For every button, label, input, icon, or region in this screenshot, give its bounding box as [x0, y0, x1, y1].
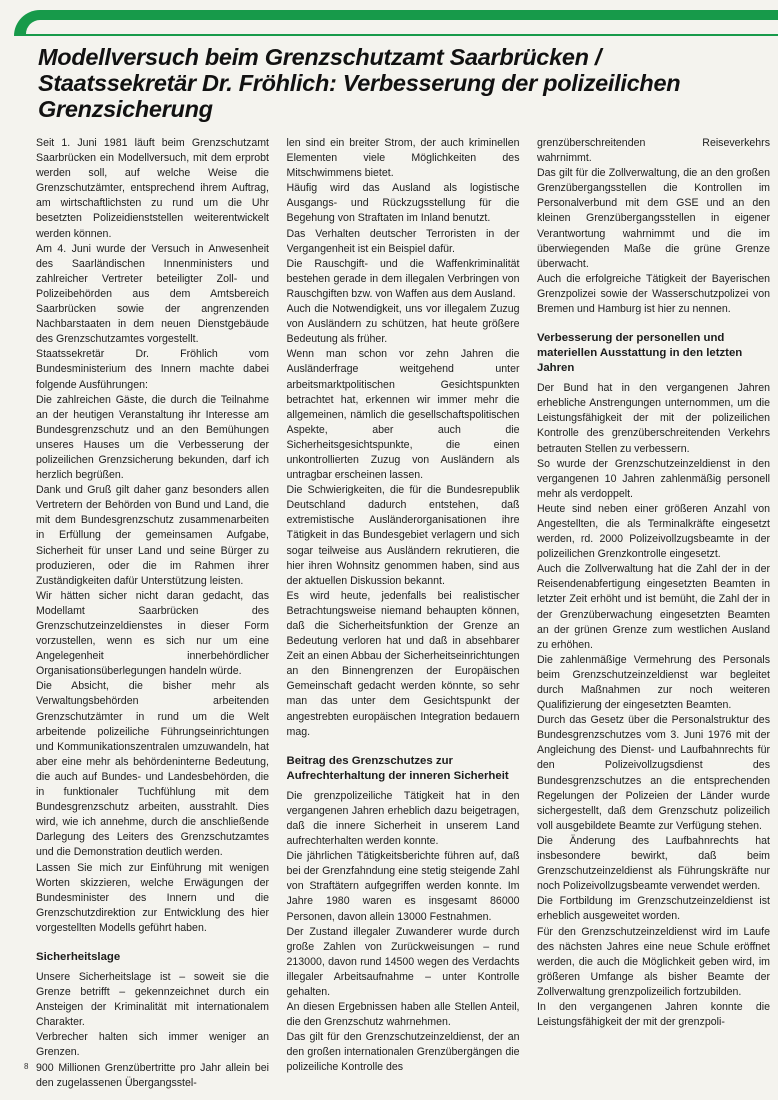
paragraph: Am 4. Juni wurde der Versuch in Anwesenheit des Saarländischen Innenministers und zahlreicher Vertreter beteiligter Zoll- und Polizeibehörden aus dem Amtsbereich Saarbrücken sowie der angrenzenden Nachbarstaaten in dem neuen Dienstgebäude des Grenzschutzamtes vorgestellt.: [36, 242, 269, 346]
paragraph: Dank und Gruß gilt daher ganz besonders allen Vertretern der Behörden von Bund und Land, die mit dem Bundesgrenzschutz zusammenarbeiten in Erfüllung der gemeinsamen Aufgabe, Sicherheit für unser Land und seine Bürger zu produzieren, oder die im Rahmen ihrer Zuständigkeiten dafür Unterstützung leisten.: [36, 484, 269, 587]
header-bar-cutout: [26, 20, 778, 34]
paragraph: Die Schwierigkeiten, die für die Bundesrepublik Deutschland dadurch entstehen, daß extremistische Ausländerorganisationen ihre Tätigkeit in das Bundesgebiet verlagern und sich sogar teilweise aus Ausländern rekrutieren, die hier ihren Wohnsitz genommen haben, sind aus der aktuellen Diskussion bekannt.: [286, 484, 520, 587]
paragraph: Lassen Sie mich zur Einführung mit wenigen Worten skizzieren, welche Erwägungen der Bundesminister des Innern und die Grenzschutzdirektion zur Entwicklung des hier vorgestellten Modells geführt haben.: [36, 861, 269, 934]
paragraph: An diesen Ergebnissen haben alle Stellen Anteil, die den Grenzschutz wahrnehmen.: [286, 1001, 520, 1029]
paragraph: Durch das Gesetz über die Personalstruktur des Bundesgrenzschutzes vom 3. Juni 1976 mit der Angleichung des Dienst- und Laufbahnrechts für den Polizeivollzugsdienst des Bundesgrenzschutzes an die entsprechenden Regelungen der Polizeien der Länder wurde sichergestellt, daß dem Grenzschutz polizeilich voll ausgebildete Beamte zur Verfügung stehen.: [537, 714, 770, 832]
paragraph: So wurde der Grenzschutzeinzeldienst in den vergangenen 10 Jahren zahlenmäßig personell mehr als verdoppelt.: [537, 457, 770, 500]
paragraph: Wir hätten sicher nicht daran gedacht, das Modellamt Saarbrücken des Grenzschutzeinzeldienstes in dieser Form vorzustellen, wenn es sich nur um eine Angelegenheit innerbehördlicher Organisationsüberlegungen handeln würde.: [36, 589, 269, 678]
section-heading: Verbesserung der personellen und materiellen Ausstattung in den letzten Jahren: [537, 332, 743, 375]
paragraph: Das gilt für die Zollverwaltung, die an den großen Grenzübergangsstellen die Kontrollen im Personalverbund mit dem GSE und an den kleinen Grenzübergangsstellen in eigener Verantwortung wahrnimmt und die im überwiegenden Maße die grüne Grenze überwacht.: [537, 167, 770, 270]
section-heading: Beitrag des Grenzschutzes zur Aufrechterhaltung der inneren Sicherheit: [286, 754, 509, 782]
paragraph: Auch die Notwendigkeit, uns vor illegalem Zuzug von Ausländern zu schützen, hat heute größere Bedeutung als früher.: [286, 303, 520, 346]
paragraph: Staatssekretär Dr. Fröhlich vom Bundesministerium des Innern machte dabei folgende Ausführungen:: [36, 348, 269, 391]
paragraph: Es wird heute, jedenfalls bei realistischer Betrachtungsweise niemand behaupten können, daß die Sicherheitsfunktion der Grenze an Bedeutung verloren hat und daß in absehbarer Zeit an einen Abbau der Sicherheitseinrichtungen an den Binnengrenzen der Europäischen Gemeinschaft gedacht werden könnte, so sehr man das unter dem Gesichtspunkt der angestrebten europäischen Integration bedauern mag.: [286, 589, 520, 738]
article-title: Modellversuch beim Grenzschutzamt Saarbrücken / Staatssekretär Dr. Fröhlich: Verbesserung der polizeilichen Grenzsicherung: [38, 44, 681, 122]
paragraph: Häufig wird das Ausland als logistische Ausgangs- und Rückzugsstellung für die Begehung von Straftaten im Inland benutzt.: [286, 182, 520, 225]
paragraph: Für den Grenzschutzeinzeldienst wird im Laufe des nächsten Jahres eine neue Schule eröffnet werden, die auch die Möglichkeit geben wird, im größeren Umfange als bisher Beamte der Zollverwaltung grenzpolizeilich fortzubilden.: [537, 925, 770, 998]
article-body: [36, 136, 770, 1090]
paragraph: grenzüberschreitenden Reiseverkehrs wahrnimmt.: [537, 137, 770, 165]
paragraph: Die jährlichen Tätigkeitsberichte führen auf, daß bei der Grenzfahndung eine stetig steigende Zahl von Straftätern aufgegriffen werden konnte. Im Jahre 1980 waren es insgesamt 86000 Personen, davon allein 13000 Festnahmen.: [286, 850, 520, 923]
text-column-3: [537, 136, 770, 1090]
paragraph: Die Fortbildung im Grenzschutzeinzeldienst ist erheblich ausgeweitet worden.: [537, 895, 770, 923]
text-column-1: [36, 136, 269, 1090]
page-number: 8: [24, 1062, 29, 1071]
section-heading: Sicherheitslage: [36, 950, 121, 963]
paragraph: Der Bund hat in den vergangenen Jahren erhebliche Anstrengungen unternommen, um die Leistungsfähigkeit der mit der polizeilichen Kontrolle des grenzüberschreitenden Verkehrs betrauten Stellen zu verbessern.: [537, 382, 770, 455]
paragraph: Die Rauschgift- und die Waffenkriminalität bestehen gerade in dem illegalen Verbringen von Rauschgiften bzw. von Waffen aus dem Ausland.: [286, 257, 520, 300]
text-column-2: [287, 136, 520, 1090]
paragraph: 900 Millionen Grenzübertritte pro Jahr allein bei den zugelassenen Übergangsstel-: [36, 1061, 269, 1089]
paragraph: Unsere Sicherheitslage ist – soweit sie die Grenze betrifft – gekennzeichnet durch ein Ansteigen der Kriminalität mit internationalem Charakter.: [36, 970, 269, 1029]
paragraph: len sind ein breiter Strom, der auch kriminellen Elementen viele Möglichkeiten des Mitschwimmens bietet.: [286, 137, 520, 180]
paragraph: Auch die Zollverwaltung hat die Zahl der in der Reisendenabfertigung eingesetzten Beamten in letzter Zeit erhöht und ist bemüht, die Zahl der in der Grenzüberwachung eingesetzten Beamten an der grünen Grenze zum westlichen Ausland zu erhöhen.: [537, 563, 770, 651]
paragraph: Die grenzpolizeiliche Tätigkeit hat in den vergangenen Jahren erheblich dazu beigetragen, daß die innere Sicherheit in unserem Land aufrechterhalten werden konnte.: [286, 789, 520, 848]
paragraph: Verbrecher halten sich immer weniger an Grenzen.: [36, 1031, 269, 1059]
paragraph: In den vergangenen Jahren konnte die Leistungsfähigkeit der mit der grenzpoli-: [537, 1000, 770, 1029]
paragraph: Das gilt für den Grenzschutzeinzeldienst, der an den großen internationalen Grenzübergängen die polizeiliche Kontrolle des: [286, 1031, 520, 1074]
paragraph: Auch die erfolgreiche Tätigkeit der Bayerischen Grenzpolizei sowie der Wasserschutzpolizei von Bremen und Hamburg ist hier zu nennen.: [537, 272, 770, 316]
paragraph: Die Änderung des Laufbahnrechts hat insbesondere bewirkt, daß beim Grenzschutzeinzeldienst als Führungskräfte nur noch Polizeivollzugsbeamte verwendet werden.: [537, 834, 770, 893]
paragraph: Wenn man schon vor zehn Jahren die Ausländerfrage weitgehend unter arbeitsmarktpolitischen Gesichtspunkten betrachtet hat, erkennen wir immer mehr die allgemeinen, nämlich die gesellschaftspolitischen Aspekte, aber auch die Sicherheitsgesichtspunkte, die einen unkontrollierten Zuzug von Ausländern als untragbar erscheinen lassen.: [286, 348, 520, 482]
paragraph: Die zahlenmäßige Vermehrung des Personals beim Grenzschutzeinzeldienst war begleitet durch Maßnahmen zur noch weiteren Qualifizierung der eingesetzten Beamten.: [537, 653, 770, 712]
paragraph: Der Zustand illegaler Zuwanderer wurde durch große Zahlen von Zurückweisungen – rund 213000, davon rund 14500 wegen des Verdachts illegaler Arbeitsaufnahme – unter Kontrolle gehalten.: [286, 925, 520, 998]
paragraph: Das Verhalten deutscher Terroristen in der Vergangenheit ist ein Beispiel dafür.: [286, 227, 520, 255]
paragraph: Heute sind neben einer größeren Anzahl von Angestellten, die als Terminalkräfte eingesetzt werden, rd. 2000 Polizeivollzugsbeamte in der polizeilichen Grenzkontrolle eingesetzt.: [537, 502, 770, 561]
paragraph: Die Absicht, die bisher mehr als Verwaltungsbehörden arbeitenden Grenzschutzämter in rund um die Welt arbeitende polizeiliche Führungseinrichtungen und Kommunikationszentralen umzuwandeln, hat aber eine mehr als behördeninterne Bedeutung, die auch auf Bundes- und Landesbehörden, die in funktionaler Tuchfühlung mit dem Bundesgrenzschutz arbeiten, ausstrahlt. Dies wird, wie ich annehme, durch die anschließende Darlegung des Leiters des Grenzschutzamtes und die Demonstration deutlich werden.: [36, 680, 269, 859]
paragraph: Seit 1. Juni 1981 läuft beim Grenzschutzamt Saarbrücken ein Modellversuch, mit dem erprobt werden soll, auf welche Weise die Grenzschutzämter, entsprechend ihrem Auftrag, am wirtschaftlichsten zu rund um die Uhr besetzten Polizeidienststellen weiterentwickelt werden können.: [36, 137, 269, 240]
paragraph: Die zahlreichen Gäste, die durch die Teilnahme an der heutigen Veranstaltung ihr Interesse am Bundesgrenzschutz und an den Bemühungen unseres Hauses um die Verbesserung der polizeilichen Grenzsicherung bekunden, darf ich herzlich begrüßen.: [36, 393, 269, 482]
